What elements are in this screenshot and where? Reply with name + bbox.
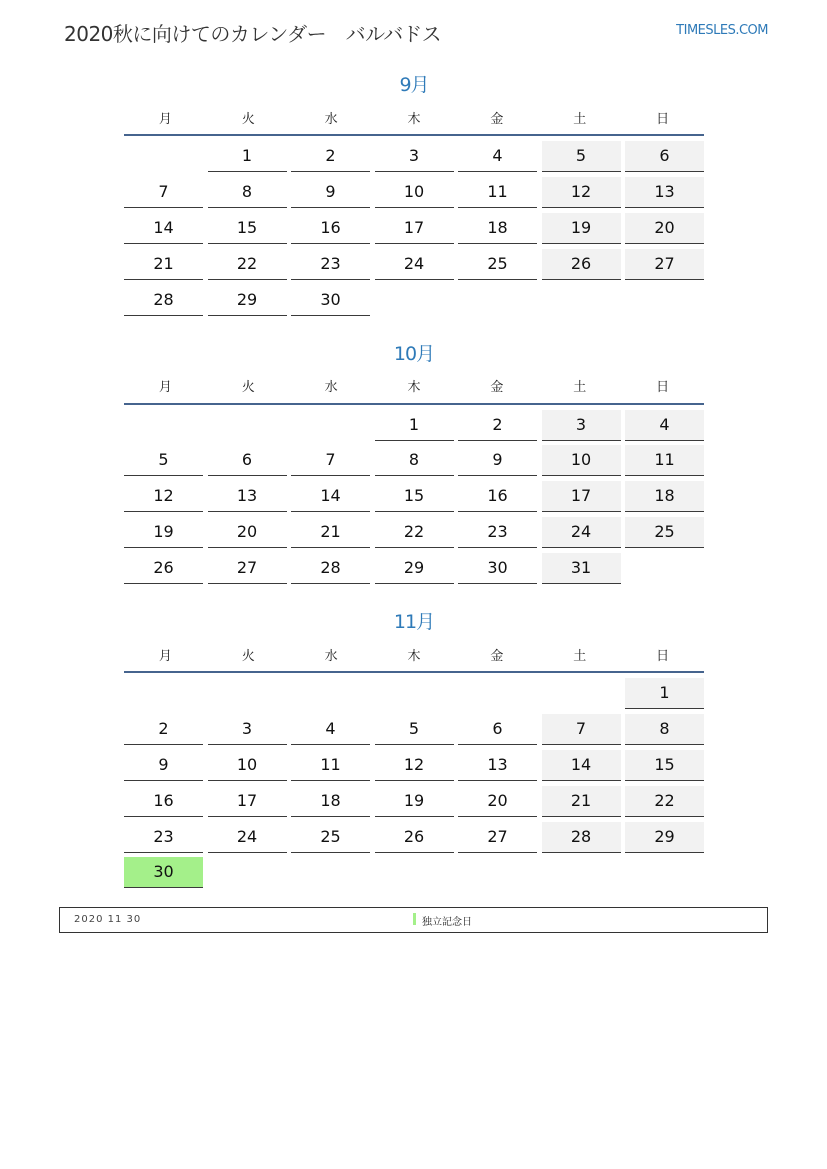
day-cell[interactable]: 14 <box>124 213 203 244</box>
day-cell[interactable]: 4 <box>458 141 537 172</box>
site-brand-link[interactable]: TIMESLES.COM <box>676 23 768 38</box>
day-cell[interactable]: 12 <box>124 481 203 512</box>
empty-cell <box>291 410 370 441</box>
empty-cell <box>375 857 454 888</box>
weekday-label: 水 <box>324 380 338 395</box>
week-row <box>124 176 704 212</box>
weekday-label: 土 <box>573 111 587 127</box>
day-cell[interactable]: 24 <box>542 517 621 548</box>
day-cell[interactable]: 8 <box>375 445 454 476</box>
week-row <box>124 552 704 588</box>
week-row <box>124 713 704 749</box>
day-cell[interactable]: 11 <box>625 445 704 476</box>
empty-cell <box>124 410 203 441</box>
weekday-label: 火 <box>241 648 255 664</box>
day-cell[interactable]: 21 <box>542 786 621 817</box>
day-cell[interactable]: 20 <box>458 786 537 817</box>
empty-cell <box>625 857 704 888</box>
day-cell[interactable]: 26 <box>375 822 454 853</box>
day-cell[interactable]: 29 <box>375 553 454 584</box>
week-row <box>124 749 704 785</box>
week-row <box>124 284 704 320</box>
weekday-label: 日 <box>656 380 670 395</box>
day-cell[interactable]: 9 <box>124 750 203 781</box>
day-cell[interactable]: 16 <box>291 213 370 244</box>
day-cell[interactable]: 5 <box>542 141 621 172</box>
day-cell[interactable]: 10 <box>542 445 621 476</box>
empty-cell <box>458 857 537 888</box>
day-cell[interactable]: 14 <box>291 481 370 512</box>
day-cell[interactable]: 17 <box>542 481 621 512</box>
weekday-label: 金 <box>490 380 504 395</box>
day-cell[interactable]: 25 <box>458 249 537 280</box>
empty-cell <box>291 678 370 709</box>
weekday-label: 水 <box>324 111 338 127</box>
day-cell[interactable]: 2 <box>124 714 203 745</box>
day-cell[interactable]: 7 <box>124 177 203 208</box>
weekday-label: 水 <box>324 648 338 664</box>
day-cell[interactable]: 23 <box>458 517 537 548</box>
day-cell[interactable]: 10 <box>375 177 454 208</box>
day-cell[interactable]: 18 <box>625 481 704 512</box>
day-cell[interactable]: 29 <box>625 822 704 853</box>
day-cell[interactable]: 7 <box>291 445 370 476</box>
weekday-label: 土 <box>573 380 587 395</box>
day-cell[interactable]: 11 <box>291 750 370 781</box>
day-cell[interactable]: 14 <box>542 750 621 781</box>
calendar-months <box>124 70 704 882</box>
day-cell[interactable]: 2 <box>291 141 370 172</box>
weekday-label: 金 <box>490 648 504 664</box>
empty-cell <box>208 857 287 888</box>
day-cell[interactable]: 21 <box>291 517 370 548</box>
week-row <box>124 140 704 176</box>
day-cell[interactable]: 16 <box>124 786 203 817</box>
day-cell[interactable]: 19 <box>542 213 621 244</box>
month-title: 10月 <box>393 342 435 365</box>
weekday-label: 月 <box>158 648 172 664</box>
day-cell[interactable]: 22 <box>375 517 454 548</box>
day-cell[interactable]: 23 <box>124 822 203 853</box>
week-row <box>124 444 704 480</box>
weekday-header <box>124 637 704 673</box>
day-cell[interactable]: 3 <box>542 410 621 441</box>
legend-holiday-name: 独立記念日 <box>422 917 472 928</box>
empty-cell <box>458 678 537 709</box>
day-cell[interactable]: 4 <box>291 714 370 745</box>
month-calendar <box>124 70 704 339</box>
day-cell[interactable]: 23 <box>291 249 370 280</box>
empty-cell <box>124 141 203 172</box>
empty-cell <box>542 678 621 709</box>
day-cell[interactable]: 1 <box>625 678 704 709</box>
day-cell[interactable]: 27 <box>458 822 537 853</box>
empty-cell <box>124 678 203 709</box>
day-cell[interactable]: 31 <box>542 553 621 584</box>
day-cell[interactable]: 3 <box>208 714 287 745</box>
day-cell[interactable]: 22 <box>625 786 704 817</box>
weekday-label: 月 <box>158 380 172 395</box>
weekday-header <box>124 100 704 136</box>
weekday-label: 火 <box>241 380 255 395</box>
day-cell[interactable]: 25 <box>291 822 370 853</box>
day-grid <box>124 140 704 319</box>
day-cell[interactable]: 15 <box>375 481 454 512</box>
empty-cell <box>458 285 537 316</box>
empty-cell <box>542 857 621 888</box>
month-title: 11月 <box>393 611 435 633</box>
day-cell[interactable]: 7 <box>542 714 621 745</box>
day-cell[interactable]: 30 <box>458 553 537 584</box>
day-cell[interactable]: 28 <box>542 822 621 853</box>
day-cell[interactable]: 10 <box>208 750 287 781</box>
holiday-day-cell[interactable]: 30 <box>124 857 203 888</box>
empty-cell <box>542 285 621 316</box>
day-cell[interactable]: 15 <box>625 750 704 781</box>
day-cell[interactable]: 4 <box>625 410 704 441</box>
day-grid <box>124 409 704 588</box>
weekday-label: 木 <box>407 380 421 395</box>
day-cell[interactable]: 18 <box>458 213 537 244</box>
day-cell[interactable]: 29 <box>208 285 287 316</box>
empty-cell <box>375 678 454 709</box>
day-cell[interactable]: 12 <box>542 177 621 208</box>
empty-cell <box>291 857 370 888</box>
day-cell[interactable]: 26 <box>124 553 203 584</box>
empty-cell <box>625 553 704 584</box>
day-cell[interactable]: 13 <box>208 481 287 512</box>
day-cell[interactable]: 6 <box>208 445 287 476</box>
day-cell[interactable]: 13 <box>625 177 704 208</box>
week-row <box>124 248 704 284</box>
day-cell[interactable]: 9 <box>458 445 537 476</box>
day-cell[interactable]: 8 <box>208 177 287 208</box>
day-cell[interactable]: 20 <box>208 517 287 548</box>
day-cell[interactable]: 15 <box>208 213 287 244</box>
empty-cell <box>208 678 287 709</box>
weekday-label: 木 <box>407 648 421 664</box>
empty-cell <box>625 285 704 316</box>
week-row <box>124 409 704 445</box>
day-cell[interactable]: 1 <box>375 410 454 441</box>
day-cell[interactable]: 5 <box>124 445 203 476</box>
day-cell[interactable]: 20 <box>625 213 704 244</box>
month-calendar <box>124 339 704 608</box>
empty-cell <box>375 285 454 316</box>
day-cell[interactable]: 24 <box>208 822 287 853</box>
day-cell[interactable]: 22 <box>208 249 287 280</box>
weekday-label: 金 <box>490 111 504 127</box>
week-row <box>124 821 704 857</box>
week-row <box>124 677 704 713</box>
day-cell[interactable]: 30 <box>291 285 370 316</box>
day-cell[interactable]: 28 <box>124 285 203 316</box>
weekday-label: 火 <box>241 111 255 127</box>
day-cell[interactable]: 21 <box>124 249 203 280</box>
week-row <box>124 856 704 892</box>
weekday-label: 土 <box>573 648 587 664</box>
day-cell[interactable]: 9 <box>291 177 370 208</box>
holiday-legend <box>59 907 768 933</box>
day-cell[interactable]: 18 <box>291 786 370 817</box>
day-cell[interactable]: 19 <box>124 517 203 548</box>
empty-cell <box>208 410 287 441</box>
week-row <box>124 785 704 821</box>
day-cell[interactable]: 5 <box>375 714 454 745</box>
day-cell[interactable]: 26 <box>542 249 621 280</box>
day-cell[interactable]: 25 <box>625 517 704 548</box>
holiday-color-swatch <box>413 913 416 925</box>
day-cell[interactable]: 12 <box>375 750 454 781</box>
weekday-label: 日 <box>656 111 670 127</box>
weekday-header <box>124 369 704 405</box>
weekday-label: 日 <box>656 648 670 664</box>
day-cell[interactable]: 8 <box>625 714 704 745</box>
day-grid <box>124 677 704 892</box>
weekday-label: 月 <box>158 111 172 127</box>
weekday-label: 木 <box>407 111 421 127</box>
day-cell[interactable]: 6 <box>458 714 537 745</box>
week-row <box>124 480 704 516</box>
day-cell[interactable]: 16 <box>458 481 537 512</box>
week-row <box>124 516 704 552</box>
day-cell[interactable]: 2 <box>458 410 537 441</box>
day-cell[interactable]: 27 <box>625 249 704 280</box>
day-cell[interactable]: 24 <box>375 249 454 280</box>
day-cell[interactable]: 19 <box>375 786 454 817</box>
day-cell[interactable]: 13 <box>458 750 537 781</box>
day-cell[interactable]: 28 <box>291 553 370 584</box>
legend-date: 2020 11 30 <box>74 914 142 925</box>
day-cell[interactable]: 3 <box>375 141 454 172</box>
day-cell[interactable]: 27 <box>208 553 287 584</box>
day-cell[interactable]: 17 <box>208 786 287 817</box>
day-cell[interactable]: 17 <box>375 213 454 244</box>
month-title: 9月 <box>399 74 429 96</box>
page-title: 2020秋に向けてのカレンダー バルバドス <box>64 22 442 46</box>
week-row <box>124 212 704 248</box>
month-calendar <box>124 607 704 882</box>
day-cell[interactable]: 6 <box>625 141 704 172</box>
day-cell[interactable]: 1 <box>208 141 287 172</box>
day-cell[interactable]: 11 <box>458 177 537 208</box>
